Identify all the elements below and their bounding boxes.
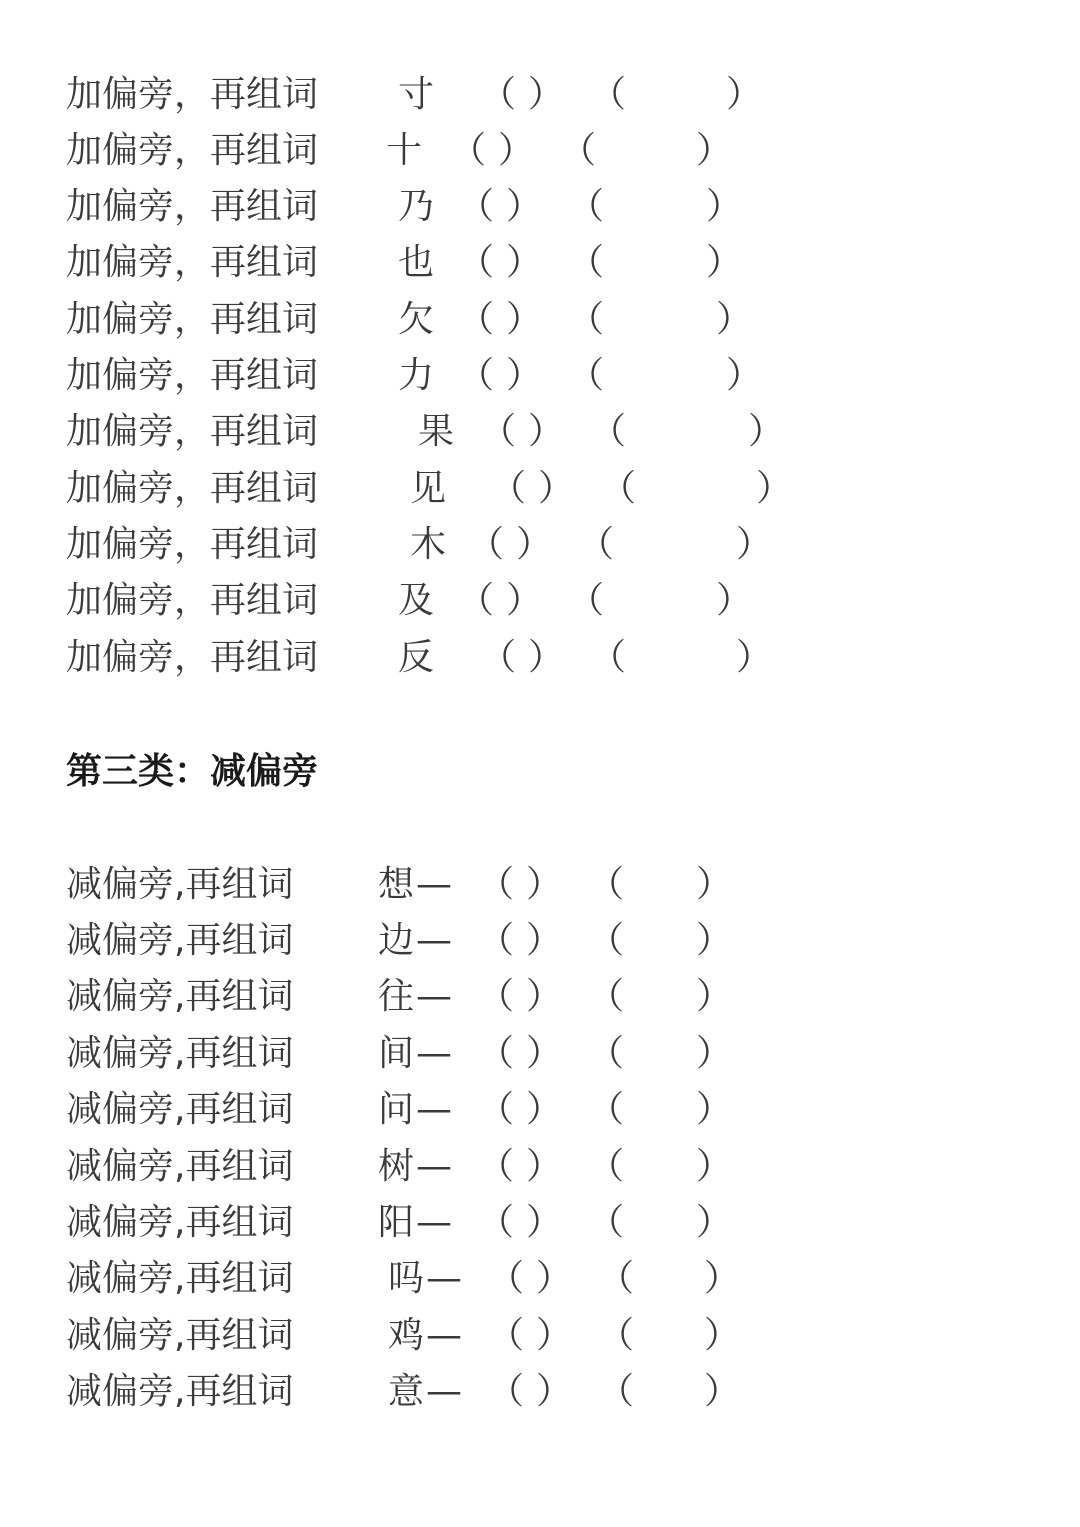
radical-blank-close: ） xyxy=(526,1146,563,1187)
instruction-label: 加偏旁，再组词 xyxy=(66,637,319,678)
word-blank-close: ） xyxy=(696,864,733,905)
word-blank-close: ） xyxy=(726,74,763,115)
exercise-row xyxy=(0,633,1080,683)
radical-blank-open: （ xyxy=(478,920,515,961)
section-heading: 第三类：减偏旁 xyxy=(66,751,319,792)
word-blank-open: （ xyxy=(600,468,637,509)
dash-mark: — xyxy=(416,976,452,1017)
base-character: 间 xyxy=(378,1033,415,1074)
instruction-label: 减偏旁,再组词 xyxy=(66,1258,294,1299)
exercise-row xyxy=(0,972,1080,1022)
word-blank-open: （ xyxy=(568,299,605,340)
instruction-label: 减偏旁,再组词 xyxy=(66,1202,294,1243)
word-blank-close: ） xyxy=(706,242,743,283)
word-blank-open: （ xyxy=(598,1258,635,1299)
word-blank-open: （ xyxy=(568,355,605,396)
dash-mark: — xyxy=(416,1202,452,1243)
word-blank-close: ） xyxy=(736,524,773,565)
exercise-row xyxy=(0,576,1080,626)
exercise-row xyxy=(0,860,1080,910)
radical-blank-close: ） xyxy=(506,299,543,340)
radical-blank-close: ） xyxy=(506,580,543,621)
exercise-row xyxy=(0,126,1080,176)
instruction-label: 减偏旁,再组词 xyxy=(66,864,294,905)
base-character: 边 xyxy=(378,920,415,961)
exercise-row xyxy=(0,295,1080,345)
instruction-label: 加偏旁，再组词 xyxy=(66,130,319,171)
radical-blank-close: ） xyxy=(526,976,563,1017)
radical-blank-open: （ xyxy=(468,524,505,565)
word-blank-open: （ xyxy=(588,1089,625,1130)
exercise-row xyxy=(0,464,1080,514)
radical-blank-open: （ xyxy=(478,1202,515,1243)
word-blank-open: （ xyxy=(588,1146,625,1187)
base-character: 木 xyxy=(410,524,447,565)
word-blank-close: ） xyxy=(706,186,743,227)
exercise-row xyxy=(0,916,1080,966)
radical-blank-close: ） xyxy=(506,242,543,283)
word-blank-open: （ xyxy=(590,637,627,678)
dash-mark: — xyxy=(426,1371,462,1412)
base-character: 问 xyxy=(378,1089,415,1130)
instruction-label: 加偏旁，再组词 xyxy=(66,524,319,565)
dash-mark: — xyxy=(416,920,452,961)
instruction-label: 减偏旁,再组词 xyxy=(66,1033,294,1074)
radical-blank-close: ） xyxy=(536,1258,573,1299)
base-character: 十 xyxy=(386,130,423,171)
radical-blank-open: （ xyxy=(450,130,487,171)
word-blank-open: （ xyxy=(560,130,597,171)
base-character: 欠 xyxy=(398,299,435,340)
word-blank-open: （ xyxy=(568,186,605,227)
radical-blank-close: ） xyxy=(526,1089,563,1130)
word-blank-open: （ xyxy=(598,1315,635,1356)
word-blank-open: （ xyxy=(568,242,605,283)
base-character: 意 xyxy=(388,1371,425,1412)
radical-blank-close: ） xyxy=(516,524,553,565)
radical-blank-open: （ xyxy=(478,976,515,1017)
exercise-row xyxy=(0,1029,1080,1079)
word-blank-close: ） xyxy=(704,1371,741,1412)
dash-mark: — xyxy=(416,1033,452,1074)
radical-blank-close: ） xyxy=(526,1033,563,1074)
word-blank-open: （ xyxy=(588,1202,625,1243)
exercise-row xyxy=(0,1142,1080,1192)
word-blank-open: （ xyxy=(588,920,625,961)
word-blank-close: ） xyxy=(696,920,733,961)
dash-mark: — xyxy=(416,864,452,905)
radical-blank-open: （ xyxy=(480,637,517,678)
radical-blank-close: ） xyxy=(538,468,575,509)
dash-mark: — xyxy=(426,1315,462,1356)
radical-blank-open: （ xyxy=(458,299,495,340)
exercise-row xyxy=(0,182,1080,232)
radical-blank-open: （ xyxy=(458,186,495,227)
instruction-label: 加偏旁，再组词 xyxy=(66,580,319,621)
dash-mark: — xyxy=(426,1258,462,1299)
word-blank-open: （ xyxy=(590,411,627,452)
word-blank-open: （ xyxy=(588,976,625,1017)
instruction-label: 减偏旁,再组词 xyxy=(66,976,294,1017)
word-blank-close: ） xyxy=(704,1315,741,1356)
radical-blank-open: （ xyxy=(458,355,495,396)
base-character: 也 xyxy=(398,242,435,283)
word-blank-close: ） xyxy=(704,1258,741,1299)
radical-blank-open: （ xyxy=(478,864,515,905)
radical-blank-close: ） xyxy=(528,74,565,115)
radical-blank-close: ） xyxy=(526,920,563,961)
word-blank-close: ） xyxy=(696,1146,733,1187)
base-character: 阳 xyxy=(378,1202,415,1243)
exercise-row xyxy=(0,1367,1080,1417)
word-blank-open: （ xyxy=(568,580,605,621)
exercise-row xyxy=(0,1085,1080,1135)
dash-mark: — xyxy=(416,1089,452,1130)
radical-blank-close: ） xyxy=(526,864,563,905)
instruction-label: 减偏旁,再组词 xyxy=(66,1089,294,1130)
radical-blank-close: ） xyxy=(528,411,565,452)
radical-blank-close: ） xyxy=(506,355,543,396)
radical-blank-open: （ xyxy=(490,468,527,509)
word-blank-close: ） xyxy=(696,130,733,171)
exercise-row xyxy=(0,70,1080,120)
radical-blank-close: ） xyxy=(528,637,565,678)
base-character: 想 xyxy=(378,864,415,905)
instruction-label: 加偏旁，再组词 xyxy=(66,355,319,396)
word-blank-open: （ xyxy=(590,74,627,115)
instruction-label: 加偏旁，再组词 xyxy=(66,74,319,115)
instruction-label: 加偏旁，再组词 xyxy=(66,411,319,452)
word-blank-close: ） xyxy=(696,1089,733,1130)
radical-blank-open: （ xyxy=(488,1315,525,1356)
radical-blank-open: （ xyxy=(478,1033,515,1074)
word-blank-close: ） xyxy=(748,411,785,452)
base-character: 往 xyxy=(378,976,415,1017)
exercise-row xyxy=(0,407,1080,457)
base-character: 树 xyxy=(378,1146,415,1187)
radical-blank-open: （ xyxy=(458,580,495,621)
word-blank-close: ） xyxy=(696,1033,733,1074)
word-blank-close: ） xyxy=(696,1202,733,1243)
base-character: 鸡 xyxy=(388,1315,425,1356)
word-blank-close: ） xyxy=(756,468,793,509)
radical-blank-open: （ xyxy=(480,74,517,115)
radical-blank-open: （ xyxy=(488,1371,525,1412)
instruction-label: 减偏旁,再组词 xyxy=(66,1371,294,1412)
instruction-label: 加偏旁，再组词 xyxy=(66,468,319,509)
base-character: 果 xyxy=(418,411,455,452)
radical-blank-close: ） xyxy=(536,1371,573,1412)
dash-mark: — xyxy=(416,1146,452,1187)
word-blank-close: ） xyxy=(696,976,733,1017)
base-character: 吗 xyxy=(388,1258,425,1299)
exercise-row xyxy=(0,351,1080,401)
instruction-label: 加偏旁，再组词 xyxy=(66,242,319,283)
instruction-label: 减偏旁,再组词 xyxy=(66,1146,294,1187)
instruction-label: 减偏旁,再组词 xyxy=(66,920,294,961)
radical-blank-close: ） xyxy=(498,130,535,171)
radical-blank-close: ） xyxy=(536,1315,573,1356)
base-character: 见 xyxy=(410,468,447,509)
base-character: 力 xyxy=(398,355,435,396)
exercise-row xyxy=(0,520,1080,570)
radical-blank-open: （ xyxy=(480,411,517,452)
word-blank-close: ） xyxy=(726,355,763,396)
word-blank-open: （ xyxy=(588,864,625,905)
exercise-row xyxy=(0,1198,1080,1248)
exercise-row xyxy=(0,238,1080,288)
base-character: 及 xyxy=(398,580,435,621)
word-blank-open: （ xyxy=(598,1371,635,1412)
word-blank-close: ） xyxy=(736,637,773,678)
exercise-row xyxy=(0,1254,1080,1304)
base-character: 反 xyxy=(398,637,435,678)
word-blank-close: ） xyxy=(716,299,753,340)
instruction-label: 加偏旁，再组词 xyxy=(66,186,319,227)
word-blank-close: ） xyxy=(716,580,753,621)
word-blank-open: （ xyxy=(588,1033,625,1074)
radical-blank-open: （ xyxy=(478,1089,515,1130)
radical-blank-close: ） xyxy=(506,186,543,227)
word-blank-open: （ xyxy=(578,524,615,565)
base-character: 寸 xyxy=(398,74,435,115)
radical-blank-close: ） xyxy=(526,1202,563,1243)
instruction-label: 加偏旁，再组词 xyxy=(66,299,319,340)
radical-blank-open: （ xyxy=(478,1146,515,1187)
radical-blank-open: （ xyxy=(488,1258,525,1299)
instruction-label: 减偏旁,再组词 xyxy=(66,1315,294,1356)
base-character: 乃 xyxy=(398,186,435,227)
exercise-row xyxy=(0,1311,1080,1361)
radical-blank-open: （ xyxy=(458,242,495,283)
